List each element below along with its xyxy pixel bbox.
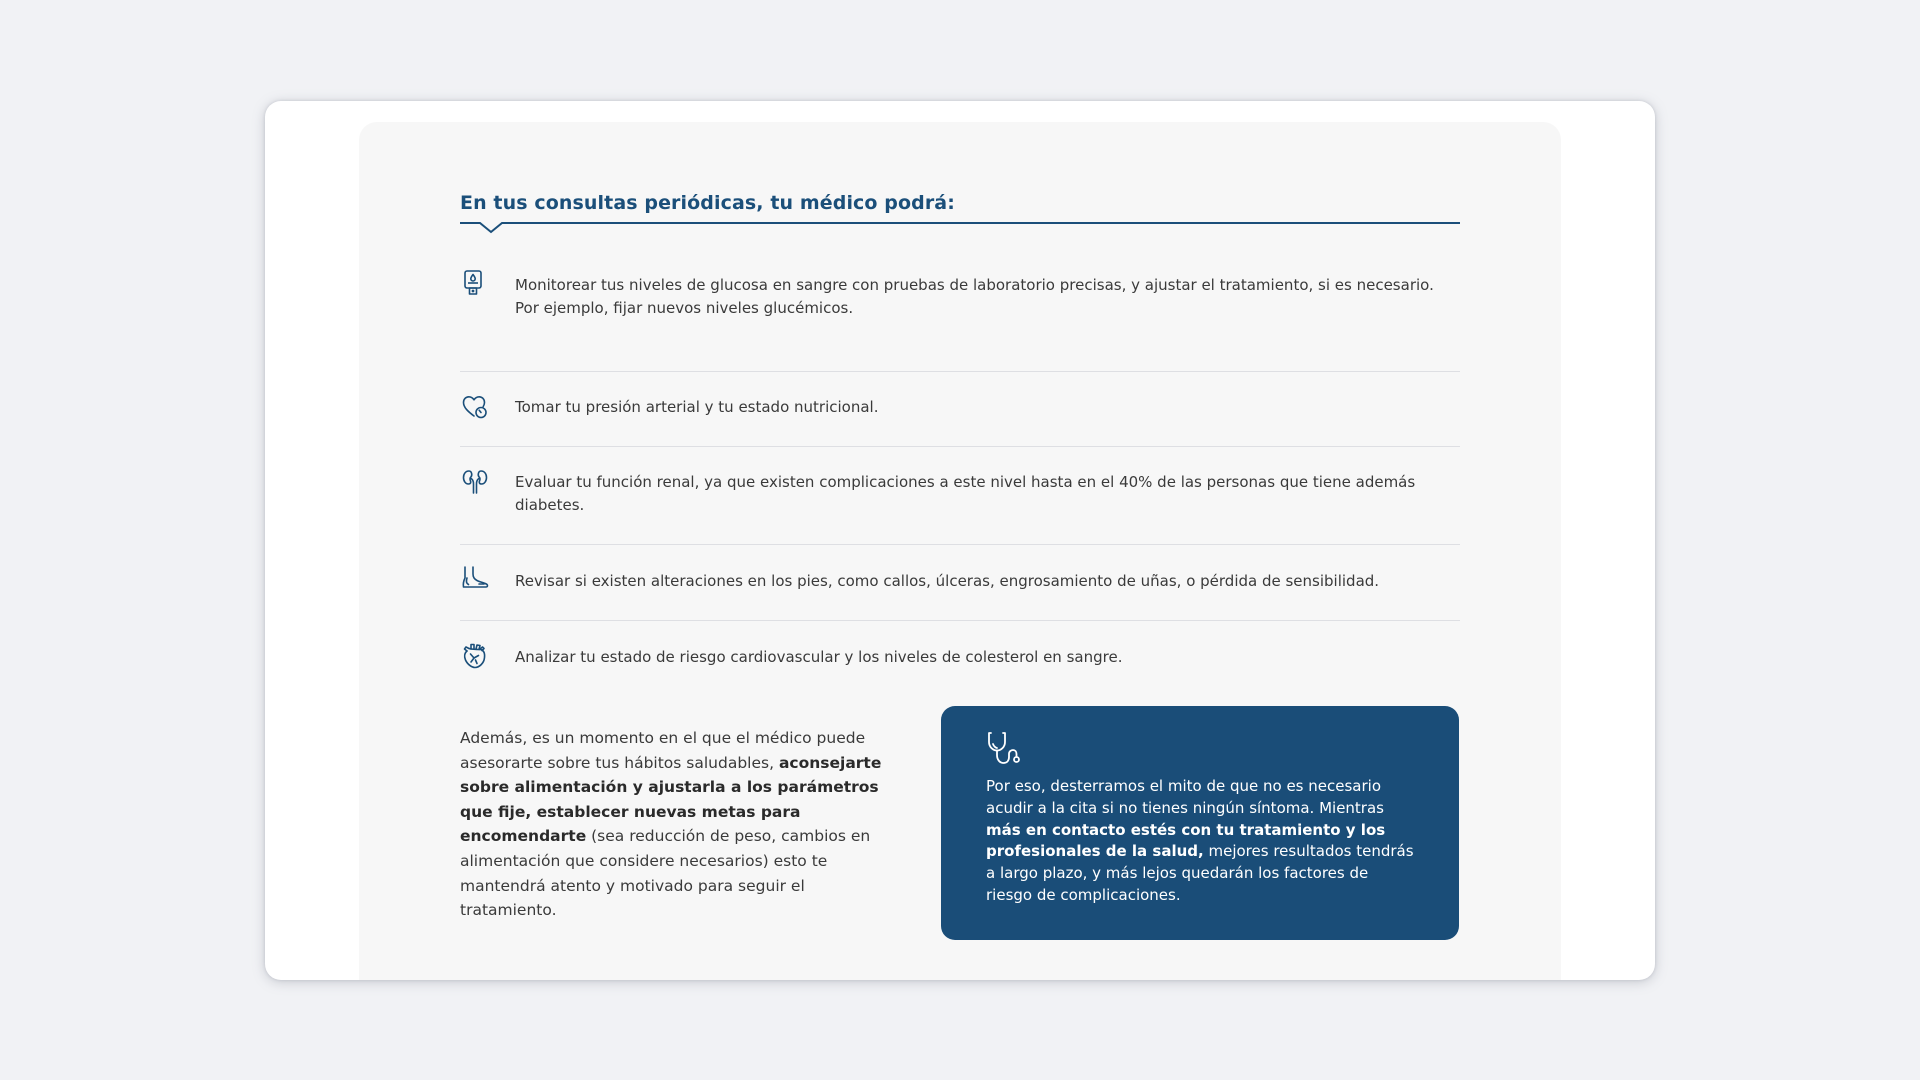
callout-text-intro: Por eso, desterramos el mito de que no es necesario acudir a la cita si no tienes ningún síntoma. Mientras xyxy=(986,777,1384,817)
foot-icon xyxy=(460,564,490,594)
list-item-text: Evaluar tu función renal, ya que existen complicaciones a este nivel hasta en el 40% de las personas que tiene además diabetes. xyxy=(515,473,1416,514)
list-item-text: Revisar si existen alteraciones en los pies, como callos, úlceras, engrosamiento de uñas, o pérdida de sensibilidad. xyxy=(515,572,1380,590)
kidneys-icon xyxy=(460,467,490,497)
content-panel xyxy=(359,122,1561,980)
list-item xyxy=(460,274,1460,372)
advice-text-outro: (sea reducción de peso, cambios en alimentación que considere necesarios) esto te mantendrá atento y motivado para seguir el tratamiento. xyxy=(460,827,871,920)
list-item-text: Analizar tu estado de riesgo cardiovascular y los niveles de colesterol en sangre. xyxy=(515,648,1123,666)
advice-text-emphasis: aconsejarte sobre alimentación y ajustarla a los parámetros que fije, establecer nuevas metas para encomendarte xyxy=(460,753,882,846)
title-underline xyxy=(460,222,1460,234)
list-item xyxy=(460,545,1460,621)
content-card xyxy=(265,101,1655,980)
checkup-list xyxy=(460,274,1460,697)
list-item-text: Monitorear tus niveles de glucosa en sangre con pruebas de laboratorio precisas, y ajustar el tratamiento, si es necesario. Por ejemplo, fijar nuevos niveles glucémicos. xyxy=(515,276,1434,317)
callout-text xyxy=(986,776,1415,907)
anatomical-heart-icon xyxy=(460,640,490,670)
callout-box xyxy=(941,706,1459,940)
advice-paragraph xyxy=(460,726,890,923)
section-title: En tus consultas periódicas, tu médico podrá: xyxy=(460,192,955,214)
callout-text-emphasis: más en contacto estés con tu tratamiento y los profesionales de la salud, xyxy=(986,820,1386,861)
advice-text-intro: Además, es un momento en el que el médico puede asesorarte sobre tus hábitos saludables, xyxy=(460,729,866,772)
list-item xyxy=(460,447,1460,545)
list-item xyxy=(460,621,1460,697)
list-item-text: Tomar tu presión arterial y tu estado nutricional. xyxy=(515,398,879,416)
glucose-meter-icon xyxy=(460,268,490,298)
callout-text-outro: mejores resultados tendrás a largo plazo, y más lejos quedarán los factores de riesgo de complicaciones. xyxy=(986,842,1414,904)
heart-pressure-gauge-icon xyxy=(460,392,490,422)
list-item xyxy=(460,372,1460,447)
stethoscope-icon xyxy=(986,730,1024,768)
